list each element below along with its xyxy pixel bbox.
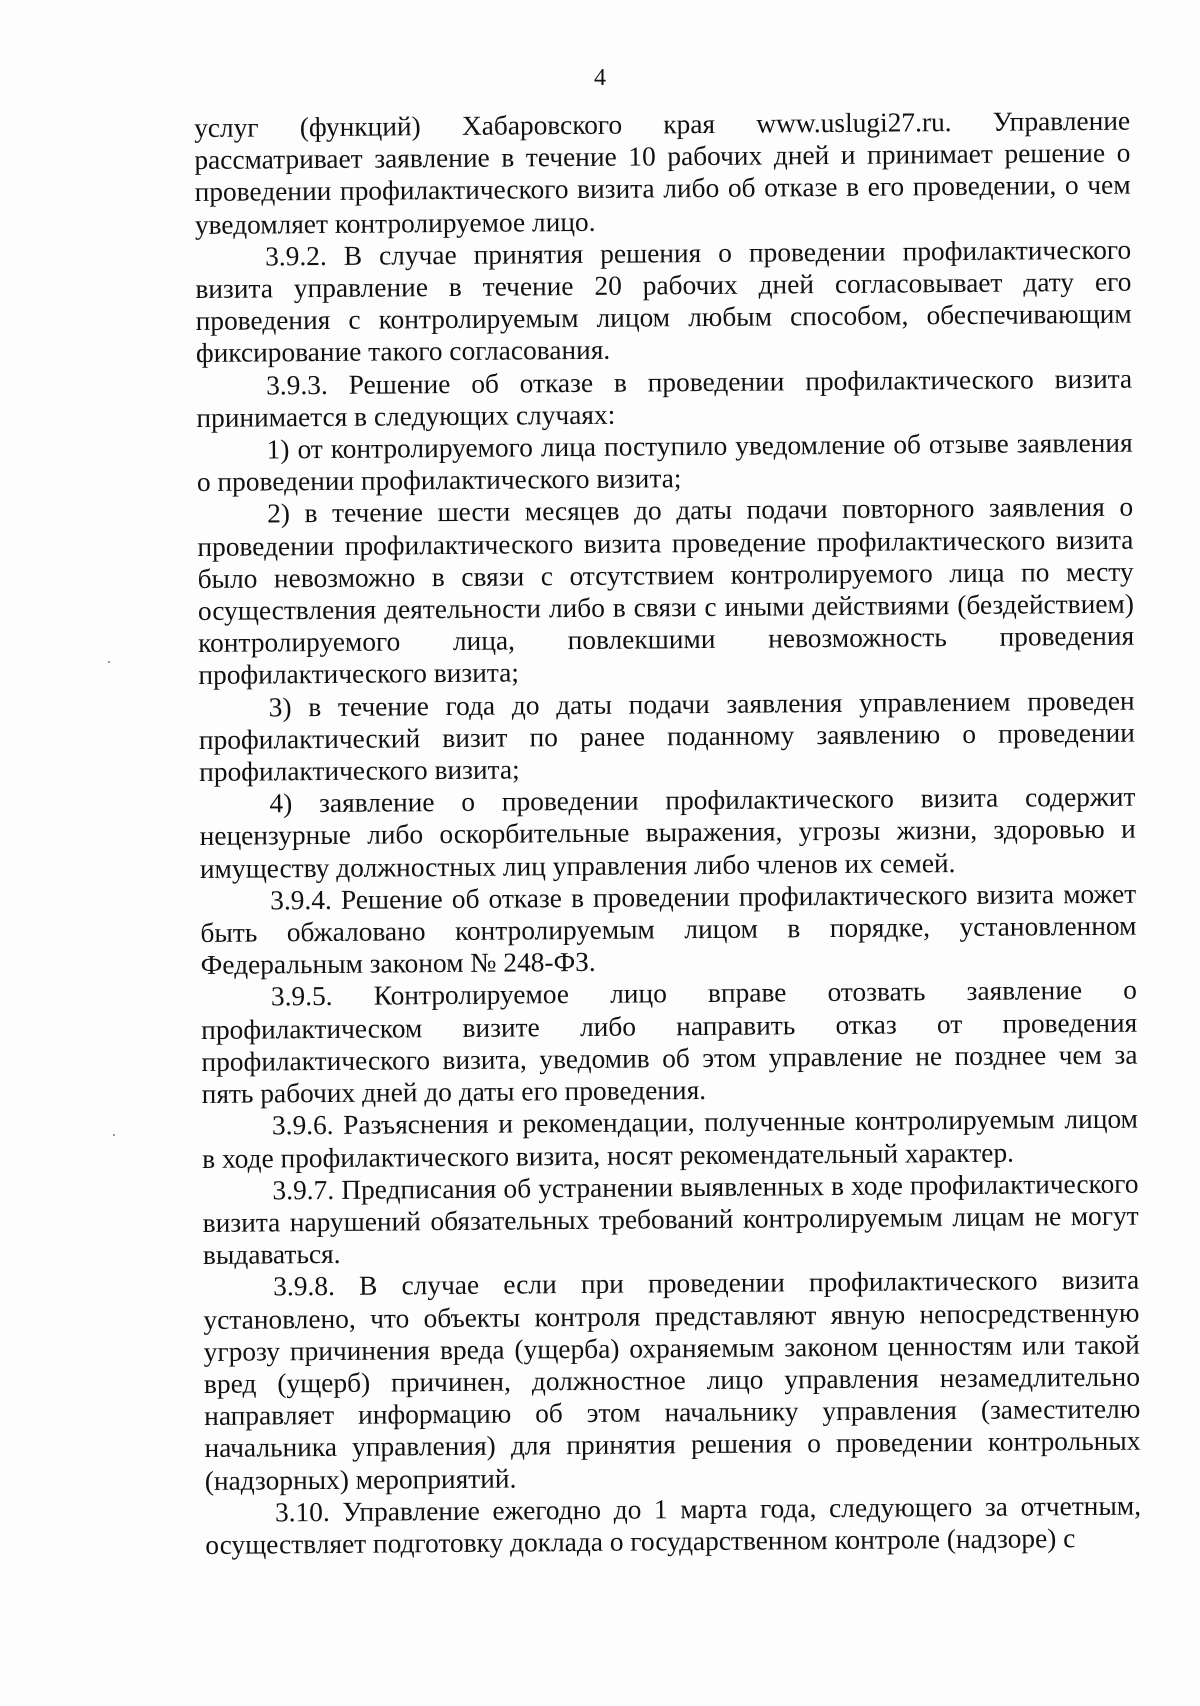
- paragraph-3-9-8: 3.9.8. В случае если при проведении профилактического визита установлено, что объекты контроля представляют явную непосредственную угрозу причинения вреда (ущерба) охраняемым законом ценностям или такой вред (ущерб) причинен, должностное лицо управления незамедлительно направляет информацию об этом начальнику управления (заместителю начальника управления) для принятия решения о проведении контрольных (надзорных) мероприятий.: [203, 1264, 1141, 1496]
- paragraph-3-9-2: 3.9.2. В случае принятия решения о проведении профилактического визита управление в течение 20 рабочих дней согласовывает дату его проведения с контролируемым лицом любым способом, обеспечивающим фиксирование такого согласования.: [195, 234, 1132, 369]
- paragraph-3-9-7: 3.9.7. Предписания об устранении выявленных в ходе профилактического визита нарушений обязательных требований контролируемым лицам не могут выдаваться.: [202, 1168, 1139, 1271]
- list-item-4: 4) заявление о проведении профилактического визита содержит нецензурные либо оскорбительные выражения, угрозы жизни, здоровью и имуществу должностных лиц управления либо членов их семей.: [199, 781, 1136, 884]
- list-item-1: 1) от контролируемого лица поступило уведомление об отзыве заявления о проведении профилактического визита;: [196, 427, 1133, 498]
- document-body: [194, 105, 1141, 1561]
- paragraph-continuation: услуг (функций) Хабаровского края www.uslugi27.ru. Управление рассматривает заявление в течение 10 рабочих дней и принимает решение о проведении профилактического визита либо об отказе в его проведении, о чем уведомляет контролируемое лицо.: [194, 105, 1131, 240]
- scan-speck: [108, 661, 110, 663]
- page-number: 4: [594, 65, 606, 91]
- paragraph-3-10: 3.10. Управление ежегодно до 1 марта года, следующего за отчетным, осуществляет подготовку доклада о государственном контроле (надзоре) с: [205, 1490, 1142, 1560]
- list-item-3: 3) в течение года до даты подачи заявления управлением проведен профилактический визит по ранее поданному заявлению о проведении профилактического визита;: [198, 685, 1136, 788]
- paragraph-3-9-6: 3.9.6. Разъяснения и рекомендации, полученные контролируемым лицом в ходе профилактического визита, носят рекомендательный характер.: [202, 1103, 1139, 1174]
- paragraph-3-9-5: 3.9.5. Контролируемое лицо вправе отозвать заявление о профилактическом визите либо направить отказ от проведения профилактического визита, уведомив об этом управление не позднее чем за пять рабочих дней до даты его проведения.: [201, 975, 1138, 1110]
- paragraph-3-9-3: 3.9.3. Решение об отказе в проведении профилактического визита принимается в следующих случаях:: [196, 363, 1133, 433]
- list-item-2: 2) в течение шести месяцев до даты подачи повторного заявления о проведении профилактического визита проведение профилактического визита было невозможно в связи с отсутствием контролируемого лица по месту осуществления деятельности либо в связи с иными действиями (бездействием) контролируемого лица, повлекшими невозможность проведения профилактического визита;: [197, 492, 1135, 691]
- scan-speck: [113, 1134, 115, 1136]
- paragraph-3-9-4: 3.9.4. Решение об отказе в проведении профилактического визита может быть обжаловано контролируемым лицом в порядке, установленном Федеральным законом № 248-ФЗ.: [200, 878, 1137, 981]
